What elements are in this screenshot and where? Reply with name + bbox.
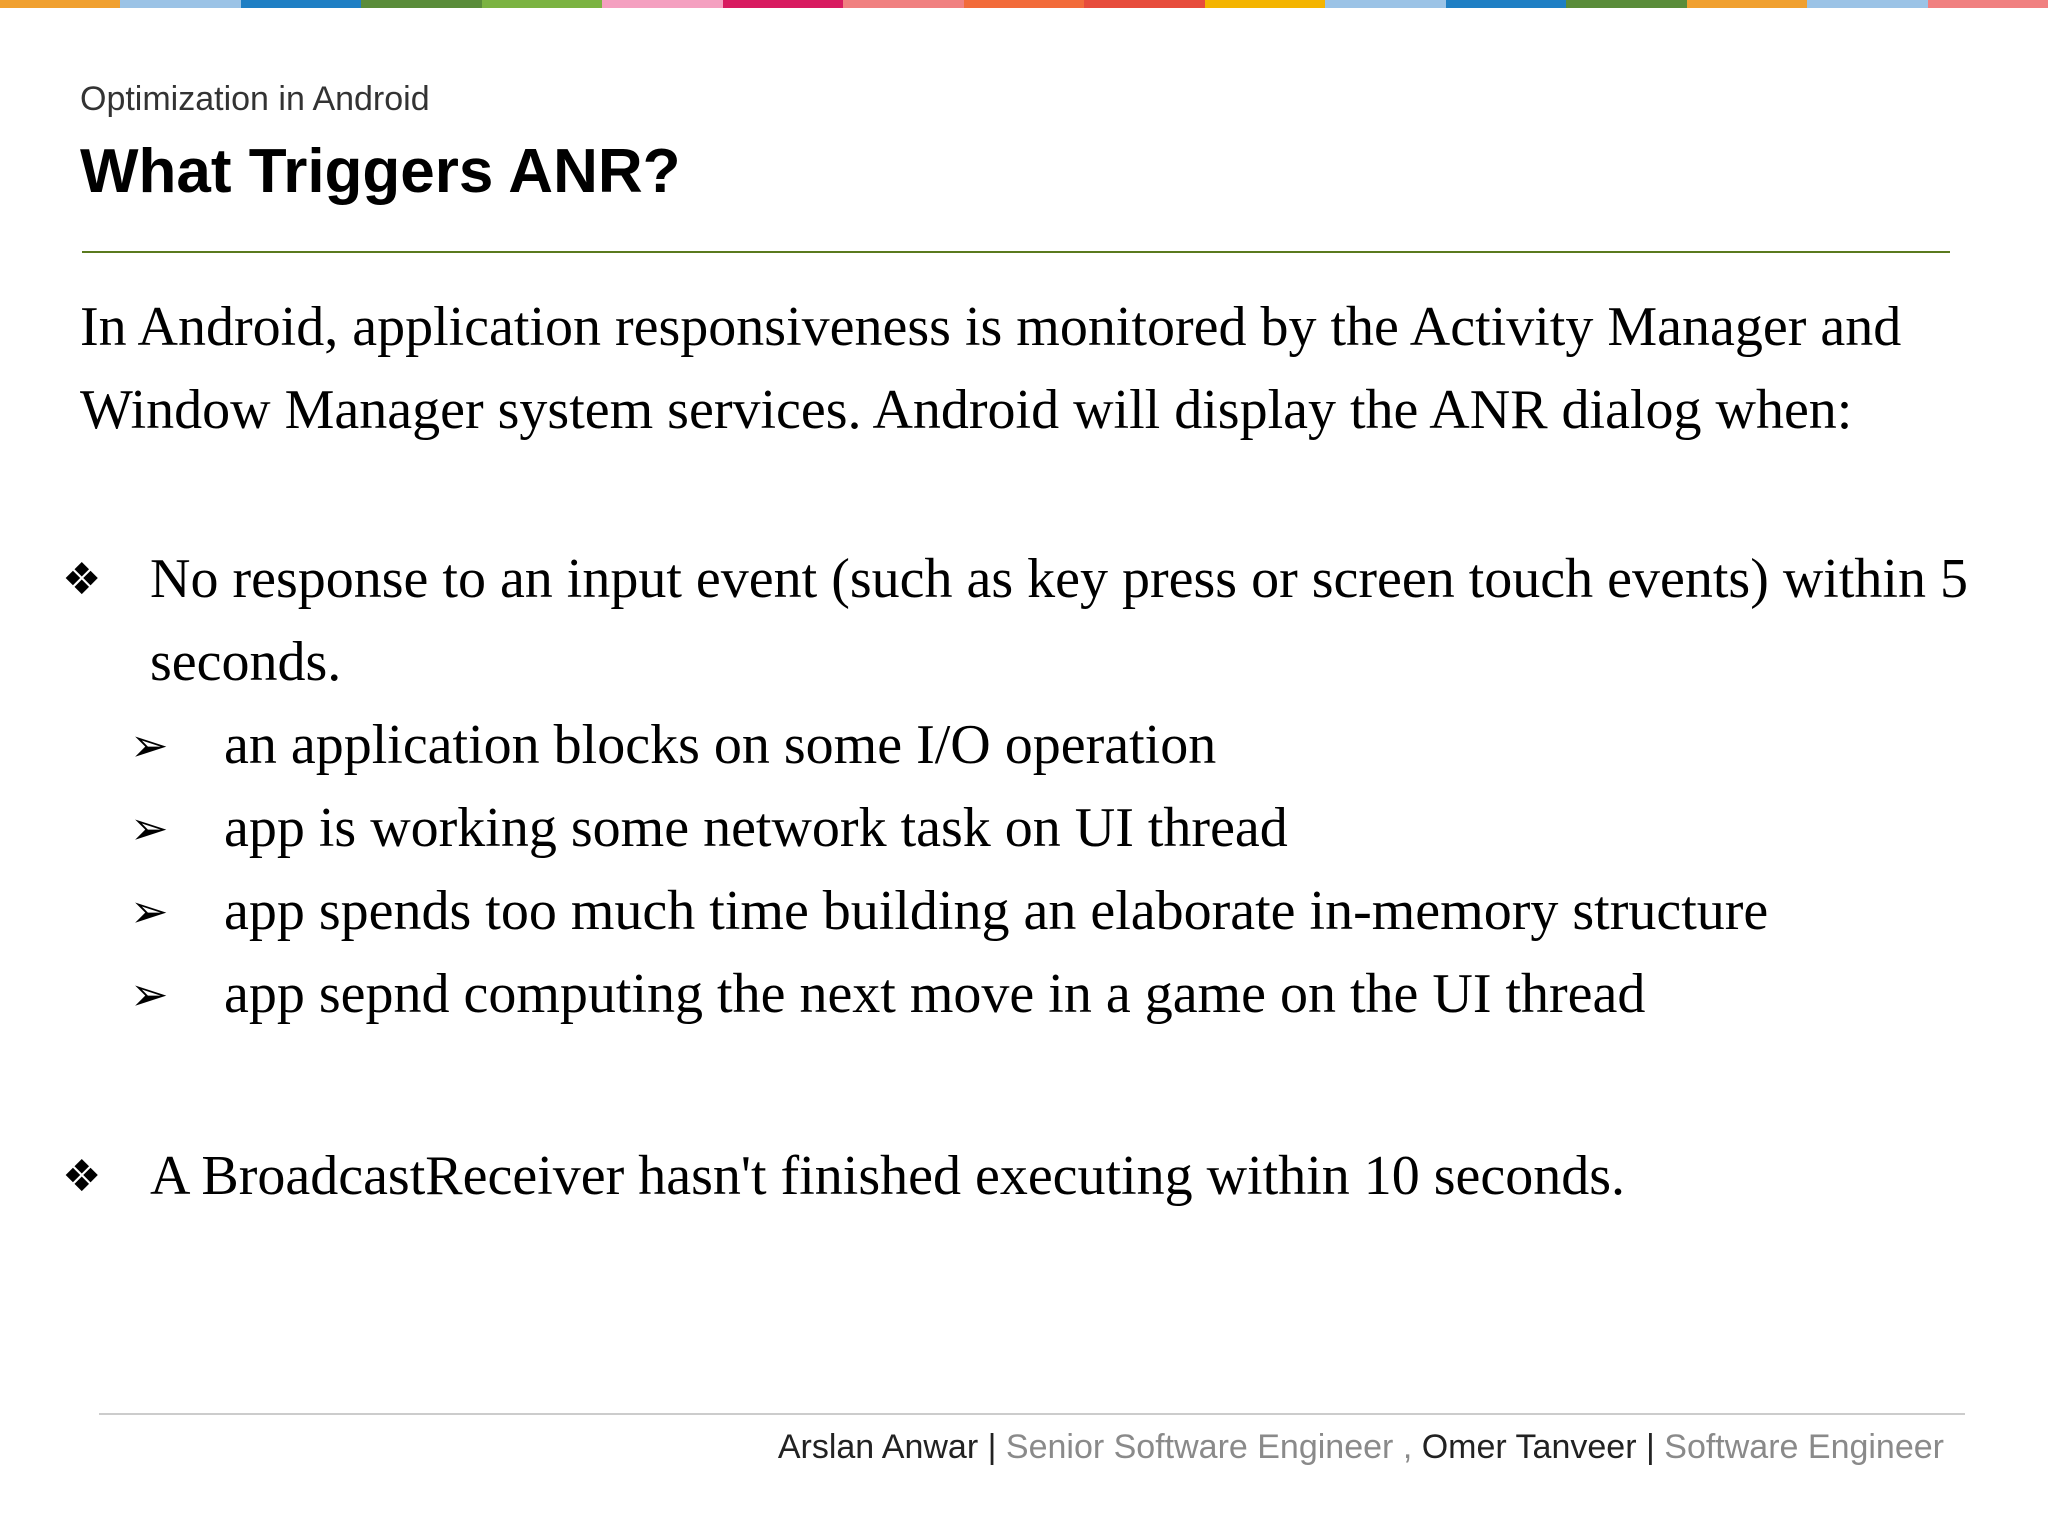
stripe-segment (602, 0, 722, 8)
arrow-bullet-icon: ➢ (130, 884, 169, 938)
sub-bullet-text: app is working some network task on UI thread (224, 797, 1288, 859)
stripe-segment (1566, 0, 1686, 8)
arrow-bullet-icon: ➢ (130, 801, 169, 855)
author-name: Arslan Anwar (777, 1428, 979, 1466)
stripe-segment (1687, 0, 1807, 8)
arrow-bullet-icon: ➢ (130, 718, 169, 772)
author-name: Omer Tanveer (1421, 1428, 1637, 1466)
intro-paragraph: In Android, application responsiveness is monitored by the Activity Manager and Window Manager system services. Android will display the ANR dialog when: (80, 296, 1902, 441)
sub-bullet-item (130, 704, 1768, 787)
bullet-text: No response to an input event (such as key press or screen touch events) within 5 seconds. (150, 548, 1968, 693)
top-color-stripe (0, 0, 2048, 8)
diamond-bullet-icon: ❖ (62, 554, 102, 605)
separator: | (987, 1428, 997, 1466)
stripe-segment (1325, 0, 1445, 8)
stripe-segment (1205, 0, 1325, 8)
title-divider (82, 251, 1950, 253)
slide-title: What Triggers ANR? (80, 137, 681, 206)
stripe-segment (361, 0, 481, 8)
sub-bullet-list (130, 704, 1768, 1036)
footer-divider (99, 1413, 1965, 1415)
stripe-segment (1446, 0, 1566, 8)
stripe-segment (723, 0, 843, 8)
stripe-segment (482, 0, 602, 8)
sub-bullet-text: app sepnd computing the next move in a game on the UI thread (224, 963, 1646, 1025)
separator: | (1645, 1428, 1655, 1466)
stripe-segment (1084, 0, 1204, 8)
stripe-segment (1928, 0, 2048, 8)
author-role: Senior Software Engineer (1005, 1428, 1394, 1466)
stripe-segment (0, 0, 120, 8)
footer-credits (778, 1428, 1944, 1467)
sub-bullet-text: app spends too much time building an elaborate in-memory structure (224, 880, 1769, 942)
sub-bullet-item (130, 870, 1768, 953)
bullet-item-input-event (62, 538, 1970, 704)
arrow-bullet-icon: ➢ (130, 967, 169, 1021)
stripe-segment (120, 0, 240, 8)
comma: , (1402, 1428, 1413, 1466)
stripe-segment (843, 0, 963, 8)
bullet-text: A BroadcastReceiver hasn't finished executing within 10 seconds. (150, 1145, 1626, 1207)
stripe-segment (1807, 0, 1927, 8)
author-role: Software Engineer (1664, 1428, 1944, 1466)
bullet-item-broadcast-receiver (62, 1135, 1625, 1218)
stripe-segment (241, 0, 361, 8)
sub-bullet-text: an application blocks on some I/O operation (224, 714, 1217, 776)
slide-subtitle: Optimization in Android (80, 80, 430, 118)
diamond-bullet-icon: ❖ (62, 1151, 102, 1202)
stripe-segment (964, 0, 1084, 8)
sub-bullet-item (130, 953, 1768, 1036)
sub-bullet-item (130, 787, 1768, 870)
